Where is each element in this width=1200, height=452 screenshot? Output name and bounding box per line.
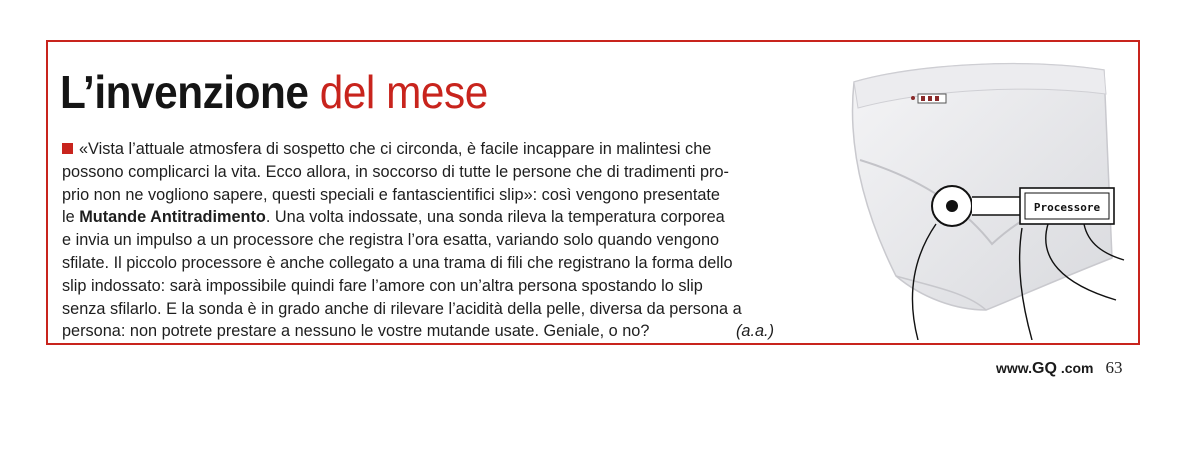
article-body [62, 138, 784, 343]
line-4-prefix: le [62, 208, 75, 227]
bullet-square-icon [62, 143, 73, 154]
processor-label: Processore [1033, 201, 1101, 214]
article-line-3: prio non ne vogliono sapere, questi speciali e fantascientifici slip»: così vengono presentate [62, 185, 720, 204]
page-number: 63 [1105, 358, 1123, 377]
author-initials: (a.a.) [735, 322, 774, 341]
article-line-2: possono complicarci la vita. Ecco allora, in soccorso di tutte le persone che di tradimenti pro- [62, 162, 729, 181]
product-name: Mutande Antitradimento [79, 208, 266, 227]
line-4-rest: . Una volta indossate, una sonda rileva la temperatura corporea [265, 208, 725, 227]
article-line-6: sfilate. Il piccolo processore è anche collegato a una trama di fili che registrano la forma dello [62, 253, 733, 272]
article-line-8: senza sfilarlo. E la sonda è in grado anche di rilevare l’acidità della pelle, diversa da persona a [62, 299, 742, 318]
article-line-4 [62, 206, 784, 229]
briefs-illustration [826, 48, 1126, 340]
site-brand: GQ [1032, 360, 1057, 377]
article-line-5: e invia un impulso a un processore che registra l’ora esatta, variando solo quando vengono [62, 231, 720, 250]
site-url [996, 360, 1094, 376]
article-line-1-text: «Vista l’attuale atmosfera di sospetto che ci circonda, è facile incappare in malintesi che [79, 140, 712, 158]
title-bold: L’invenzione [60, 66, 309, 118]
article-box [46, 40, 1140, 345]
article-line-9-text: persona: non potrete prestare a nessuno le vostre mutande usate. Geniale, o no? [62, 322, 650, 341]
article-line-1 [62, 138, 784, 161]
site-suffix: .com [1060, 360, 1094, 376]
title-light: del mese [319, 66, 488, 118]
page-footer [996, 358, 1123, 379]
article-title [60, 64, 488, 120]
article-line-9 [62, 320, 784, 343]
article-line-7: slip indossato: sarà impossibile quindi fare l’amore con un’altra persona spostando lo slip [62, 276, 703, 295]
site-prefix: www. [996, 360, 1033, 376]
